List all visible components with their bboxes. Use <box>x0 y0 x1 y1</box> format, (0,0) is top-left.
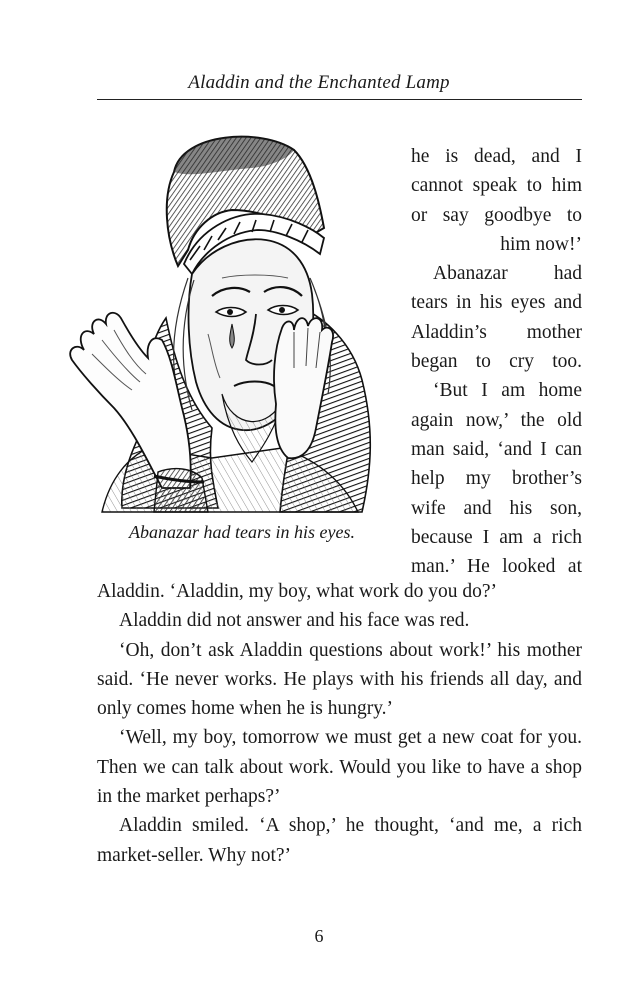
body-paragraph: Aladdin. ‘Aladdin, my boy, what work do you do?’ <box>97 581 498 602</box>
illustration-drawing <box>62 128 378 516</box>
body-paragraph: Aladdin did not answer and his face was red. <box>119 610 470 632</box>
body-paragraph: ‘Oh, don’t ask Aladdin questions about work!’ his mother said. ‘He never works. He plays with his friends all day, and only comes home when he is hungry.’ <box>97 639 582 720</box>
body-paragraph: ‘Well, my boy, tomorrow we must get a new coat for you. Then we can talk about work. Would you like to have a shop in the market perhaps?’ <box>97 727 582 808</box>
figure-caption: Abanazar had tears in his eyes. <box>129 522 355 542</box>
side-paragraph: ‘But I am home again now,’ the old man said, ‘and I can help my brother’s wife and his son, because I am a rich man.’ He looked at <box>411 380 582 578</box>
body-paragraph: Aladdin smiled. ‘A shop,’ he thought, ‘and me, a rich market-seller. Why not?’ <box>97 815 582 866</box>
illustration-abanazar <box>62 128 378 516</box>
side-paragraph: he is dead, and I cannot speak to him or say goodbye to him now!’ <box>411 146 582 255</box>
body-text <box>97 577 582 870</box>
header-rule <box>97 99 582 100</box>
side-column-text <box>411 142 582 581</box>
running-title: Aladdin and the Enchanted Lamp <box>188 72 450 93</box>
page-number: 6 <box>314 926 324 946</box>
side-paragraph: Abanazar had tears in his eyes and Aladdin’s mother began to cry too. <box>411 263 582 373</box>
